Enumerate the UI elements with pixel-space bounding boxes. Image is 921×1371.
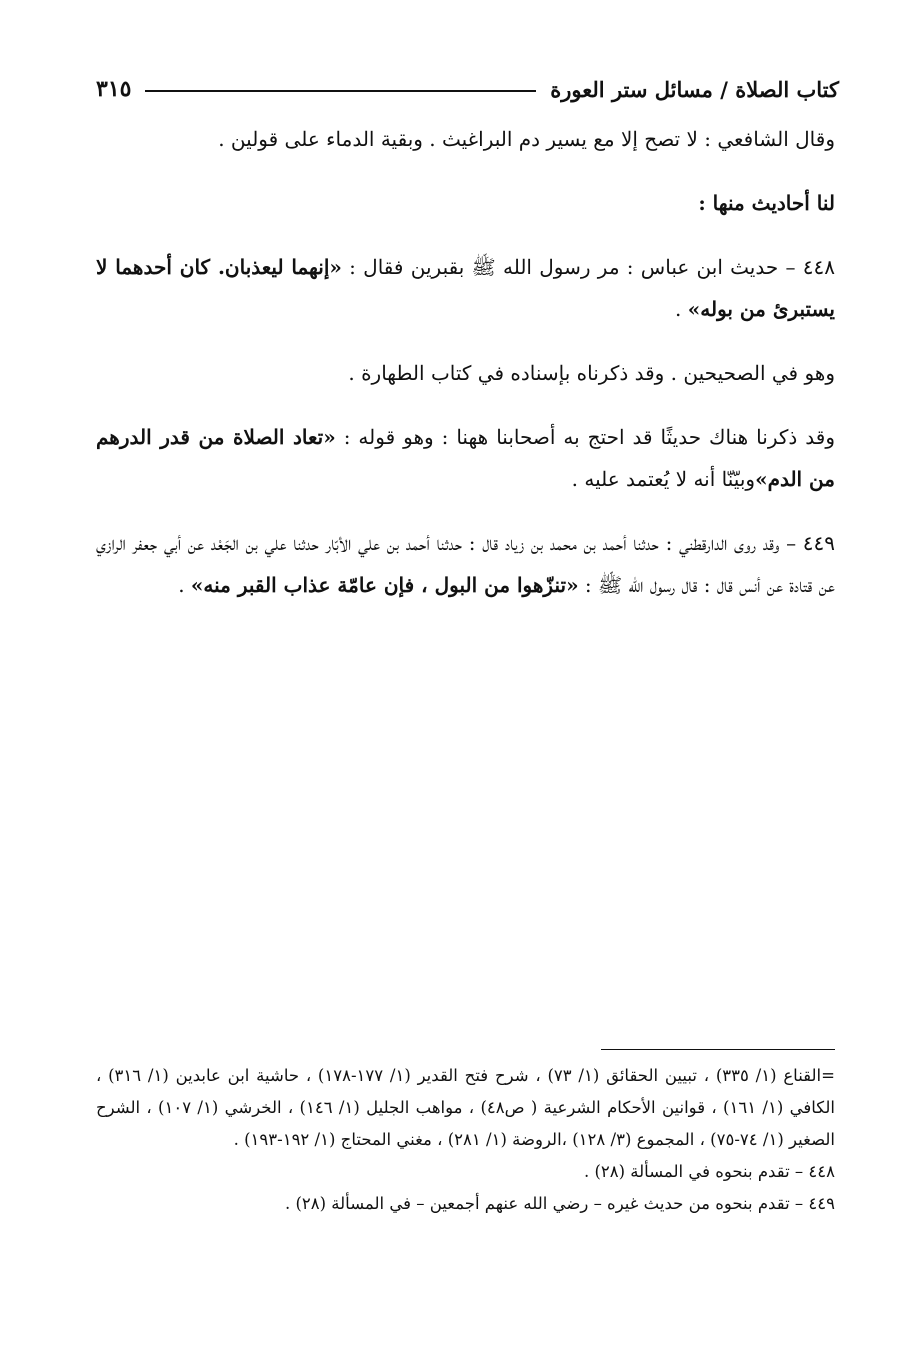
- running-header: [96, 72, 839, 106]
- footnote-references: =القناع (١/ ٣٣٥) ، تبيين الحقائق (١/ ٧٣) ، شرح فتح القدير (١/ ١٧٧-١٧٨) ، حاشية ابن عابدين (١/ ٣١٦) ، الكافي (١/ ١٦١) ، قوانين الأحكام الشرعية ( ص٤٨) ، مواهب الجليل (١/ ١٤٦) ، الخرشي (١/ ١٠٧) ، الشرح الصغير (١/ ٧٤-٧٥) ، المجموع (٣/ ١٢٨) ،الروضة (١/ ٢٨١) ، مغني المحتاج (١/ ١٩٢-١٩٣) .: [96, 1066, 836, 1149]
- hadith-449: [96, 522, 835, 606]
- footnote-separator: [601, 1049, 835, 1050]
- paragraph-dirham-quote: «تعاد الصلاة من قدر الدرهم من الدم»: [96, 425, 835, 491]
- paragraph-dirham: [96, 416, 835, 500]
- chapter-title: كتاب الصلاة / مسائل ستر العورة: [550, 76, 839, 102]
- main-text: [96, 118, 835, 606]
- hadith-449-end: .: [178, 573, 191, 597]
- paragraph-dirham-end: وبيّنّا أنه لا يُعتمد عليه .: [571, 467, 756, 491]
- hadith-448-quote: «إنهما ليعذبان. كان أحدهما لا يستبرئ من بوله»: [96, 255, 835, 321]
- footnote-448: ٤٤٨ – تقدم بنحوه في المسألة (٢٨) .: [583, 1162, 835, 1181]
- page-number: ٣١٥: [96, 76, 132, 102]
- footnote-449: ٤٤٩ – تقدم بنحوه من حديث غيره – رضي الله عنهم أجمعين – في المسألة (٢٨) .: [284, 1194, 835, 1213]
- paragraph-sahihayn: وهو في الصحيحين . وقد ذكرناه بإسناده في كتاب الطهارة .: [348, 361, 835, 385]
- hadith-449-quote: «تنزّهوا من البول ، فإن عامّة عذاب القبر منه»: [190, 573, 579, 597]
- hadith-448-lead: ٤٤٨ – حديث ابن عباس : مر رسول الله ﷺ بقبرين فقال :: [341, 255, 836, 279]
- footnotes: [96, 1060, 835, 1220]
- paragraph-heading: لنا أحاديث منها :: [698, 191, 835, 215]
- header-rule: [145, 90, 536, 92]
- hadith-448-end: .: [675, 297, 688, 321]
- paragraph-shafii: وقال الشافعي : لا تصح إلا مع يسير دم البراغيث . وبقية الدماء على قولين .: [218, 127, 835, 151]
- hadith-448: [96, 246, 835, 330]
- paragraph-dirham-lead: وقد ذكرنا هناك حديثًا قد احتج به أصحابنا ههنا : وهو قوله :: [335, 425, 835, 449]
- hadith-449-lead: ٤٤٩ – وقد روى الدارقطني : حدثنا أحمد بن محمد بن زياد قال : حدثنا أحمد بن علي الأبّار حدثنا علي بن الجَعْد عن أبي جعفر الرازي عن قتادة عن أنس قال : قال رسول الله ﷺ :: [96, 531, 835, 597]
